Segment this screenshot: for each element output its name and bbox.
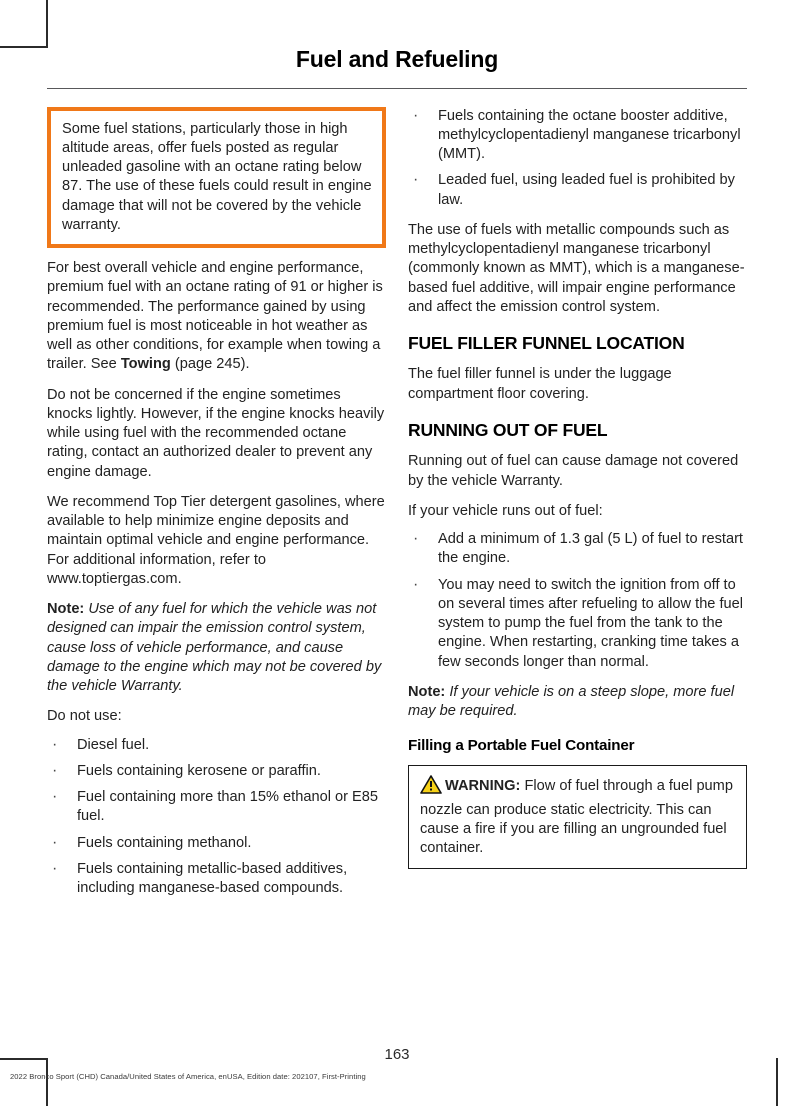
fuel-filler-funnel-body: The fuel filler funnel is under the luggage compartment floor covering. bbox=[408, 366, 672, 402]
footer-edition-note: 2022 Bronco Sport (CHD) Canada/United States of America, enUSA, Edition date: 202107, First-Printing bbox=[10, 1072, 366, 1081]
running-out-of-fuel-body: Running out of fuel can cause damage not covered by the vehicle Warranty. bbox=[408, 453, 739, 489]
two-column-layout bbox=[47, 107, 747, 910]
towing-cross-reference[interactable]: Towing bbox=[120, 356, 171, 373]
do-not-use-list-continued bbox=[408, 107, 747, 210]
list-item: · Fuel containing more than 15% ethanol or E85 fuel. bbox=[47, 788, 386, 827]
warning-box bbox=[408, 765, 747, 869]
warning-label: WARNING: bbox=[445, 778, 521, 795]
running-out-of-fuel-list bbox=[408, 530, 747, 672]
list-item: · Fuels containing the octane booster additive, methylcyclopentadienyl manganese tricarbonyl (MMT). bbox=[408, 107, 747, 165]
running-out-of-fuel-intro: If your vehicle runs out of fuel: bbox=[408, 502, 603, 519]
fuel-note bbox=[47, 600, 386, 696]
premium-fuel-text-lead: For best overall vehicle and engine performance, premium fuel with an octane rating of 91 or higher is recommended. The performance gained by using premium fuel is most noticeable in hot weather as well as other conditions, for example when towing a trailer. See bbox=[47, 260, 383, 373]
section-heading-fuel-filler-funnel-location: FUEL FILLER FUNNEL LOCATION bbox=[408, 333, 685, 354]
warning-triangle-icon bbox=[420, 775, 442, 800]
do-not-use-label: Do not use: bbox=[47, 708, 122, 725]
page-number: 163 bbox=[384, 1046, 410, 1063]
note-text: Use of any fuel for which the vehicle was not designed can impair the emission control system, cause loss of vehicle performance, and cause damage to the engine which may not be covered by the vehicle Warranty. bbox=[47, 601, 382, 695]
steep-slope-note bbox=[408, 683, 747, 722]
crop-mark-bottom-left-vertical bbox=[46, 1058, 48, 1106]
do-not-use-list bbox=[47, 736, 386, 899]
caution-box-text: Some fuel stations, particularly those in high altitude areas, offer fuels posted as regular unleaded gasoline with an octane rating below 87. The use of these fuels could result in engine damage that will not be covered by the vehicle warranty. bbox=[62, 120, 372, 233]
warning-text: Flow of fuel through a fuel pump nozzle can produce static electricity. This can cause a fire if you are filling an ungrounded fuel container. bbox=[420, 778, 733, 857]
crop-mark-bottom-right-vertical bbox=[776, 1058, 778, 1106]
note-label: Note: bbox=[47, 601, 85, 618]
list-item: · Diesel fuel. bbox=[47, 736, 386, 755]
top-tier-paragraph: We recommend Top Tier detergent gasolines, where available to help minimize engine deposits and maintain optimal vehicle and engine performance. For additional information, refer to www.toptiergas.com. bbox=[47, 493, 385, 587]
sub-heading-filling-a-portable-fuel-container: Filling a Portable Fuel Container bbox=[408, 737, 635, 755]
list-item: · Add a minimum of 1.3 gal (5 L) of fuel to restart the engine. bbox=[408, 530, 747, 569]
premium-fuel-text-tail: (page 245). bbox=[170, 356, 250, 373]
mmt-paragraph: The use of fuels with metallic compounds such as methylcyclopentadienyl manganese tricarbonyl (commonly known as MMT), which is a manganese-based fuel additive, will impair engine performance and affect the emission control system. bbox=[408, 221, 745, 315]
caution-box bbox=[47, 107, 386, 249]
crop-mark-top-left-horizontal bbox=[0, 46, 48, 48]
right-column bbox=[408, 107, 747, 910]
list-item: · Fuels containing metallic-based additives, including manganese-based compounds. bbox=[47, 860, 386, 899]
manual-page bbox=[47, 36, 747, 1063]
list-item: · You may need to switch the ignition from off to on several times after refueling to allow the fuel system to pump the fuel from the tank to the engine. When restarting, cranking time takes a few seconds longer than normal. bbox=[408, 576, 747, 672]
crop-mark-bottom-left-horizontal bbox=[0, 1058, 48, 1060]
warning-box-text bbox=[420, 775, 735, 858]
list-item: · Fuels containing kerosene or paraffin. bbox=[47, 762, 386, 781]
note-text: If your vehicle is on a steep slope, more fuel may be required. bbox=[408, 683, 735, 720]
list-item: · Leaded fuel, using leaded fuel is prohibited by law. bbox=[408, 171, 747, 210]
title-divider bbox=[47, 88, 747, 89]
left-column bbox=[47, 107, 386, 910]
note-label: Note: bbox=[408, 683, 446, 700]
page-title: Fuel and Refueling bbox=[295, 46, 499, 72]
section-heading-running-out-of-fuel: RUNNING OUT OF FUEL bbox=[408, 419, 608, 440]
engine-knock-paragraph: Do not be concerned if the engine sometimes knocks lightly. However, if the engine knocks heavily while using fuel with the recommended octane rating, contact an authorized dealer to prevent any engine damage. bbox=[47, 386, 385, 480]
list-item: · Fuels containing methanol. bbox=[47, 834, 386, 853]
premium-fuel-paragraph bbox=[47, 259, 386, 375]
